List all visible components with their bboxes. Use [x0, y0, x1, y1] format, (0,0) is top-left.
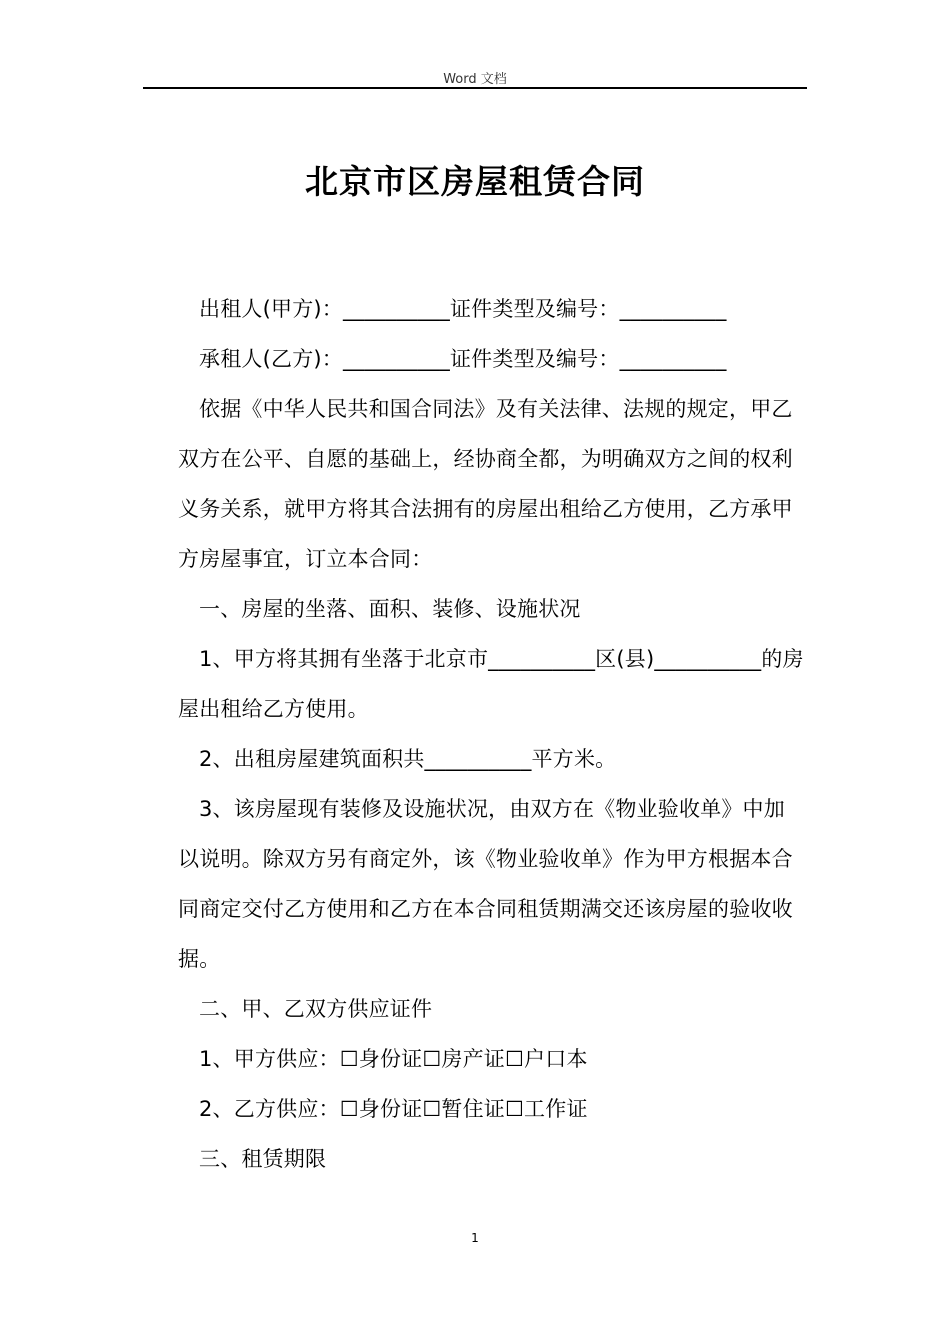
section-heading-1: 一、房屋的坐落、面积、装修、设施状况	[199, 597, 581, 621]
paragraph-clause-2-1: 1、甲方供应：☐身份证☐房产证☐户口本	[199, 1047, 588, 1071]
paragraph-preamble: 依据《中华人民共和国合同法》及有关法律、法规的规定，甲乙双方在公平、自愿的基础上，经协商全都，为明确双方之间的权利义务关系，就甲方将其合法拥有的房屋出租给乙方使用，乙方承甲方房屋事宜，订立本合同：	[178, 397, 793, 571]
header-divider	[143, 87, 807, 89]
paragraph-clause-2-2: 2、乙方供应：☐身份证☐暂住证☐工作证	[199, 1097, 588, 1121]
paragraph-lessee: 承租人(乙方)：__________证件类型及编号：__________	[199, 347, 727, 371]
section-heading-3: 三、租赁期限	[199, 1147, 327, 1171]
page-number: 1	[471, 1231, 479, 1245]
page-header: Word 文档	[443, 72, 507, 87]
paragraph-clause-1-2: 2、出租房屋建筑面积共__________平方米。	[199, 747, 617, 771]
document-title: 北京市区房屋租赁合同	[305, 162, 645, 201]
paragraph-clause-1-1: 1、甲方将其拥有坐落于北京市__________区(县)__________的房屋出租给乙方使用。	[178, 647, 804, 721]
paragraph-lessor: 出租人(甲方)：__________证件类型及编号：__________	[199, 297, 727, 321]
paragraph-clause-1-3: 3、该房屋现有装修及设施状况，由双方在《物业验收单》中加以说明。除双方另有商定外，该《物业验收单》作为甲方根据本合同商定交付乙方使用和乙方在本合同租赁期满交还该房屋的验收收据。	[178, 797, 793, 971]
section-heading-2: 二、甲、乙双方供应证件	[199, 997, 433, 1021]
document-body	[178, 284, 804, 1184]
